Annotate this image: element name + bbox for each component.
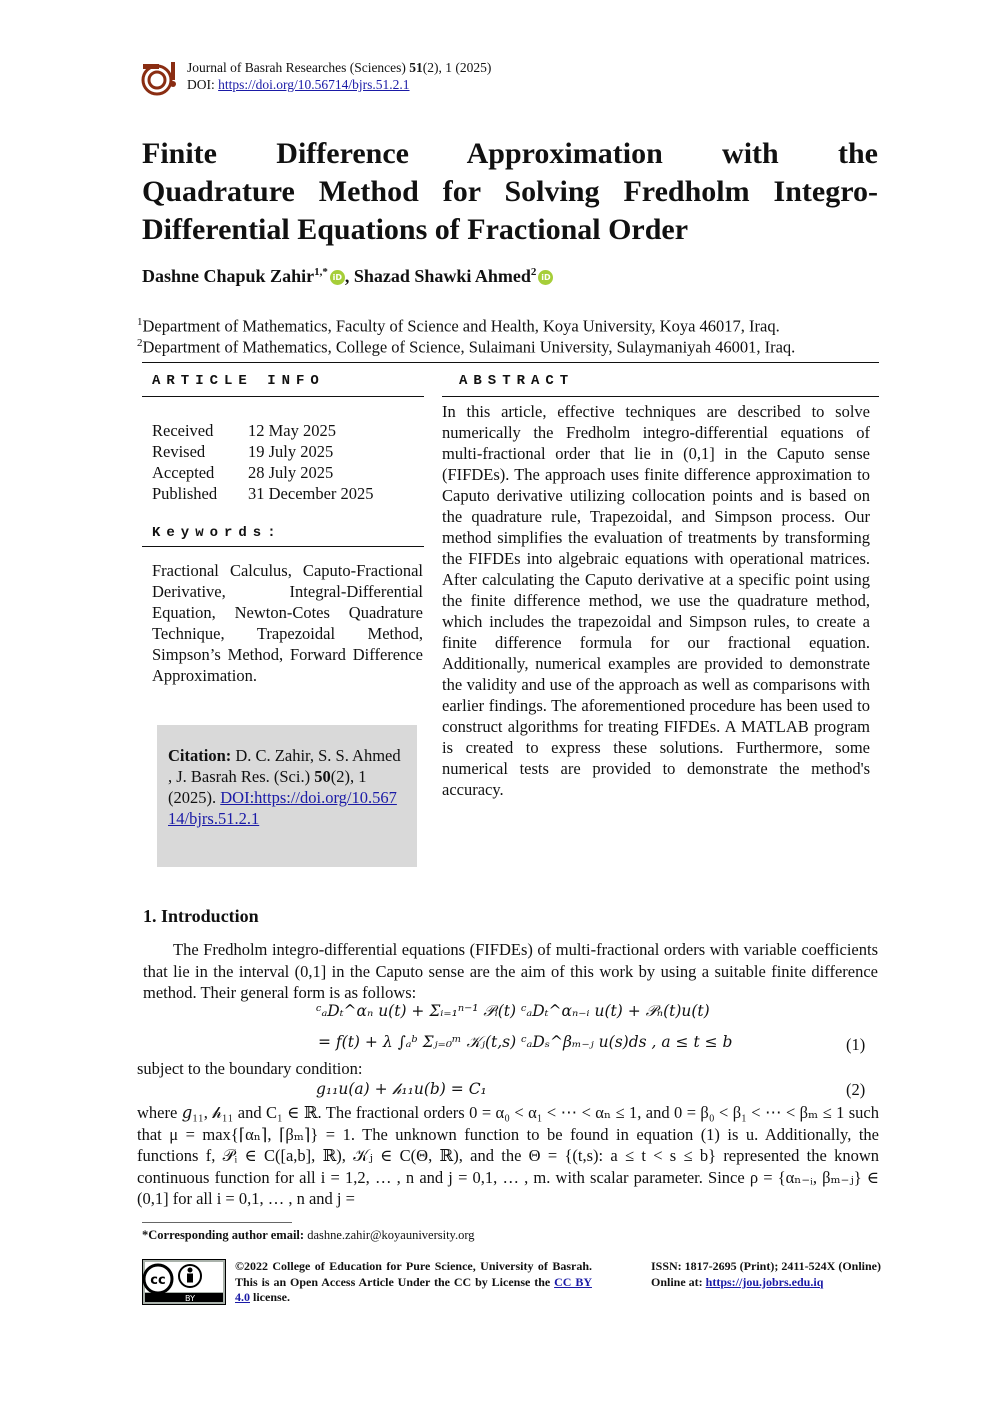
divider xyxy=(142,546,424,547)
author-list: Dashne Chapuk Zahir$^{1,*}$ iD , Shazad Shawki Ahmed$^2$ iD xyxy=(142,266,553,287)
equation-1-number: (1) xyxy=(846,1035,866,1054)
footnote-divider xyxy=(142,1222,292,1223)
divider xyxy=(142,396,424,397)
keywords-list: Fractional Calculus, Caputo-Fractional Derivative, Integral-Differential Equation, Newton-Cotes Quadrature Technique, Trapezoidal Method, Simpson’s Method, Forward Difference Approximation. xyxy=(152,561,423,685)
corresponding-author-note: *Corresponding author email: dashne.zahir@koyauniversity.org xyxy=(142,1228,475,1242)
divider xyxy=(142,362,879,363)
article-dates xyxy=(152,420,374,504)
journal-citation-line: Journal of Basrah Researches (Sciences) 51(2), 1 (2025) xyxy=(187,60,492,75)
svg-text:cc: cc xyxy=(150,1273,166,1288)
intro-paragraph-1: The Fredholm integro-differential equations (FIFDEs) of multi-fractional orders with variable coefficients that lie in the interval (0,1] in the Caputo sense are the aim of this work by using a suitable finite difference method. Their general form is as follows: xyxy=(143,940,878,1002)
paper-title: Finite Difference Approximation with the Quadrature Method for Solving Fredholm Integro-Differential Equations of Fractional Order xyxy=(142,137,878,246)
orcid-icon[interactable]: iD xyxy=(330,270,345,285)
article-info-heading: ARTICLE INFO xyxy=(152,373,325,389)
keywords-heading: Keywords: xyxy=(152,525,282,541)
journal-doi-line: DOI: https://doi.org/10.56714/bjrs.51.2.1 xyxy=(187,77,410,92)
journal-volume: 51 xyxy=(409,60,423,75)
cc-by-license-icon xyxy=(142,1259,226,1305)
journal-logo-icon xyxy=(141,60,181,96)
date-row: Accepted 28 July 2025 xyxy=(152,463,334,482)
date-row: Received 12 May 2025 xyxy=(152,421,336,440)
abstract-heading: ABSTRACT xyxy=(459,373,575,389)
author-1: Dashne Chapuk Zahir xyxy=(142,266,315,286)
author-email: dashne.zahir@koyauniversity.org xyxy=(307,1228,475,1242)
affiliation-2: $^2$Department of Mathematics, College of Science, Sulaimani University, Sulaymaniyah 46001, Iraq. xyxy=(137,337,796,357)
orcid-icon[interactable]: iD xyxy=(538,270,553,285)
date-row: Published 31 December 2025 xyxy=(152,484,374,503)
equation-2: 𝑔₁₁u(a) + 𝒽₁₁u(b) = C₁ xyxy=(316,1080,487,1098)
equation-1-line-1: ᶜₐDₜ^αₙ u(t) + Σᵢ₌₁ⁿ⁻¹ 𝒫ᵢ(t) ᶜₐDₜ^αₙ₋ᵢ u(t) + 𝒫ₙ(t)u(t) xyxy=(316,1002,710,1020)
equation-1-line-2: = f(t) + λ ∫ₐᵇ Σⱼ₌₀ᵐ 𝒦ⱼ(t,s) ᶜₐDₛ^βₘ₋ⱼ u(s)ds , a ≤ t ≤ b xyxy=(318,1033,733,1051)
issn-info: ISSN: 1817-2695 (Print); 2411-524X (Online) Online at: https://jou.jobrs.edu.iq xyxy=(651,1259,881,1289)
affiliation-1: $^1$Department of Mathematics, Faculty of Science and Health, Koya University, Koya 46017, Iraq. xyxy=(137,316,780,336)
doi-link[interactable]: https://doi.org/10.56714/bjrs.51.2.1 xyxy=(218,77,410,92)
citation-text: Citation: D. C. Zahir, S. S. Ahmed , J. Basrah Res. (Sci.) 50(2), 1 (2025). DOI:https://doi.org/10.56714/bjrs.51.2.1 xyxy=(168,746,401,828)
equation-2-number: (2) xyxy=(846,1080,866,1099)
license-text: ©2022 College of Education for Pure Science, University of Basrah. This is an Open Access Article Under the CC by License the CC BY 4.0 license. xyxy=(235,1259,592,1304)
citation-doi-link[interactable]: DOI:https://doi.org/10.56714/bjrs.51.2.1 xyxy=(168,788,397,828)
journal-website-link[interactable]: https://jou.jobrs.edu.iq xyxy=(705,1274,824,1289)
section-heading-introduction: 1. Introduction xyxy=(143,906,259,926)
citation-box xyxy=(157,725,417,867)
svg-text:BY: BY xyxy=(185,1294,195,1303)
author-2: Shazad Shawki Ahmed xyxy=(353,266,531,286)
boundary-condition-text: subject to the boundary condition: xyxy=(137,1059,363,1078)
cc-by-link[interactable]: CC BY 4.0 xyxy=(235,1274,592,1304)
abstract-text: In this article, effective techniques are described to solve numerically the Fredholm integro-differential equations of multi-fractional order that lie in (0,1] in the Caputo sense (FIFDEs). The approach uses finite difference approximation to Caputo derivative utilizing collocation points and is based on the quadrature rule, Trapezoidal, and Simpson process. Our method simplifies the evaluation of treatments by transforming the FIFDEs into algebraic equations with operational matrices. After calculating the Caputo derivative at a specific point using the finite difference method, we use the quadrature method, which includes the trapezoidal and Simpson rules, to create a finite difference formula for our fractional equation. Additionally, numerical examples are provided to demonstrate the validity and use of the approach as well as comparisons with earlier findings. The aforementioned procedure has been used to construct algorithms for treating FIFDEs. A MATLAB program is created to express these solutions. Furthermore, some numerical tests are provided to demonstrate the method's accuracy. xyxy=(442,402,870,799)
divider xyxy=(442,396,879,397)
intro-paragraph-2: where 𝑔₁₁, 𝒽₁₁ and C₁ ∈ ℝ. The fractional orders 0 = α₀ < α₁ < ⋯ < αₙ ≤ 1, and 0 = β₀ < β₁ < ⋯ < βₘ ≤ 1 such that μ = max{⌈αₙ⌉, ⌈βₘ⌉} = 1. The unknown function to be found in equation (1) is u. Additionally, the functions f, 𝒫ᵢ ∈ C([a,b], ℝ), 𝒦ⱼ ∈ C(Θ, ℝ), and the Θ = {(t,s): a ≤ t < s ≤ b} represented the known continuous function for all i = 1,2, … , n and j = 0,1, … , m. with scalar parameter. Since ρ = {αₙ₋ᵢ, βₘ₋ⱼ} ∈ (0,1] for all i = 0,1, … , n and j = xyxy=(137,1103,879,1208)
date-row: Revised 19 July 2025 xyxy=(152,442,334,461)
